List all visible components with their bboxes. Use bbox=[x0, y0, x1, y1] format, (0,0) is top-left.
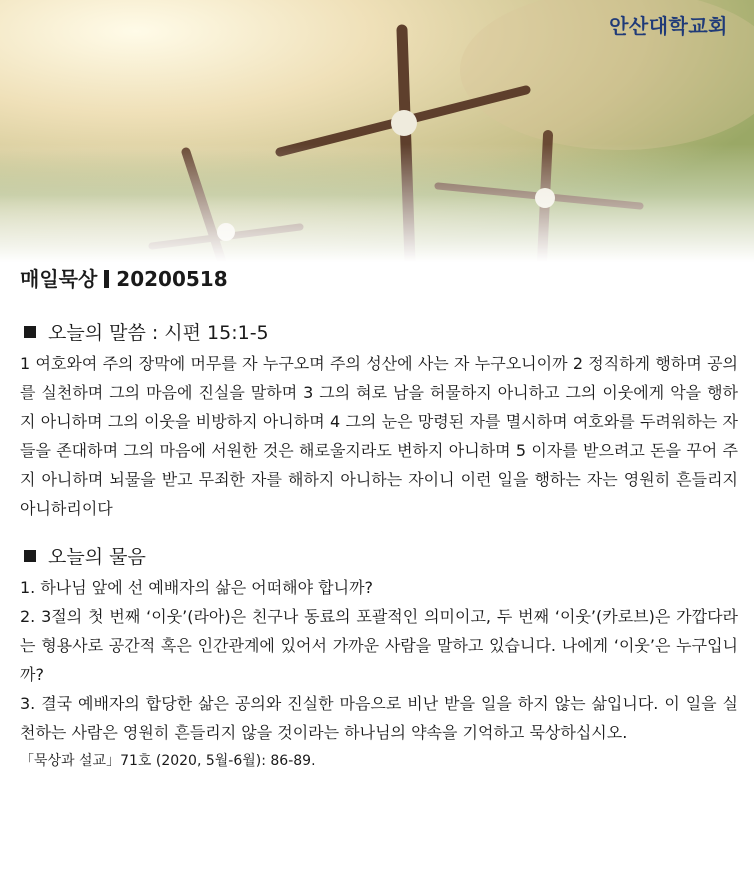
question-item: 1. 하나님 앞에 선 예배자의 삶은 어떠해야 합니까? bbox=[20, 578, 374, 597]
questions-heading bbox=[20, 543, 738, 571]
questions-heading-text: 오늘의 물음 bbox=[48, 546, 146, 568]
hero-image bbox=[0, 0, 754, 262]
church-logo: 안산대학교회 bbox=[609, 14, 728, 38]
scripture-heading bbox=[20, 319, 738, 347]
square-bullet-icon bbox=[24, 326, 36, 338]
crosses-illustration bbox=[0, 0, 754, 262]
title-divider bbox=[104, 270, 109, 288]
devotional-content bbox=[20, 262, 738, 771]
page-title bbox=[20, 264, 738, 294]
scripture-text: 1 여호와여 주의 장막에 머무를 자 누구오며 주의 성산에 사는 자 누구오니이까 2 정직하게 행하며 공의를 실천하며 그의 마음에 진실을 말하며 3 그의 혀로 남을 허물하지 아니하고 그의 이웃에게 악을 행하지 아니하며 그의 이웃을 비방하지 아니하며 4 그의 눈은 망령된 자를 멸시하며 여호와를 두려워하는 자들을 존대하며 그의 마음에 서원한 것은 해로울지라도 변하지 아니하며 5 이자를 받으려고 돈을 꾸어 주지 아니하며 뇌물을 받고 무죄한 자를 해하지 아니하는 자이니 이런 일을 행하는 자는 영원히 흔들리지 아니하리이다 bbox=[20, 354, 738, 518]
question-item: 3. 결국 예배자의 합당한 삶은 공의와 진실한 마음으로 비난 받을 일을 하지 않는 삶입니다. 이 일을 실천하는 사람은 영원히 흔들리지 않을 것이라는 하나님의 약속을 기억하고 묵상하십시오. bbox=[20, 694, 738, 742]
square-bullet-icon bbox=[24, 550, 36, 562]
title-label: 매일묵상 bbox=[20, 267, 98, 291]
question-item: 2. 3절의 첫 번째 ‘이웃’(라아)은 친구나 동료의 포괄적인 의미이고, 두 번째 ‘이웃’(카로브)은 가깝다라는 형용사로 공간적 혹은 인간관계에 있어서 가까운 사람을 말하고 있습니다. 나에게 ‘이웃’은 누구입니까? bbox=[20, 607, 738, 684]
scripture-heading-text: 오늘의 말씀 : 시편 15:1-5 bbox=[48, 322, 269, 344]
source-citation: 「묵상과 설교」71호 (2020, 5월-6월): 86-89. bbox=[20, 753, 316, 769]
title-date: 20200518 bbox=[116, 267, 228, 291]
